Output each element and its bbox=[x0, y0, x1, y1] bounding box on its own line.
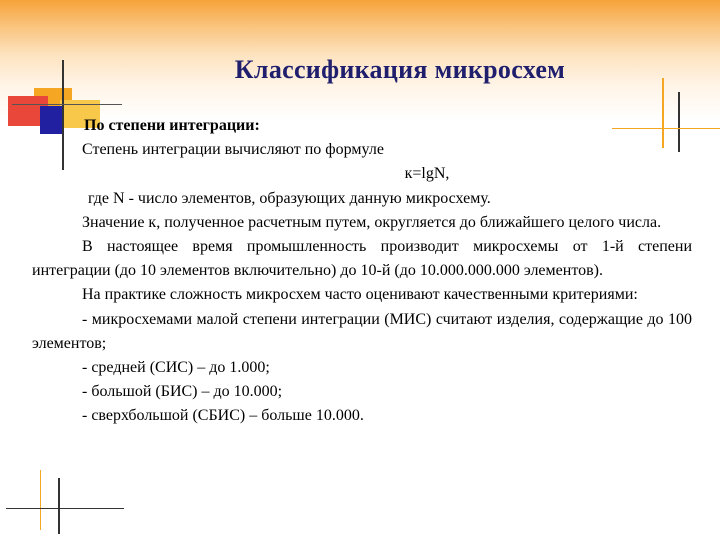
decor-horizontal-line-bottom bbox=[6, 508, 124, 509]
decor-vertical-line-bottom-2 bbox=[58, 478, 60, 534]
slide-body bbox=[32, 114, 692, 429]
formula-intro: Степень интеграции вычисляют по формуле bbox=[82, 141, 384, 159]
decor-vertical-line-bottom-1 bbox=[40, 470, 41, 530]
subheading-text: По степени интеграции: bbox=[84, 117, 260, 134]
formula: к=lgN, bbox=[404, 165, 450, 183]
lsi-item: - большой (БИС) – до 10.000; bbox=[82, 383, 283, 401]
ssi-item: - микросхемами малой степени интеграции (МИС) считают изделия, содержащие до 100 элементов; bbox=[32, 310, 692, 352]
formula-explanation: где N - число элементов, образующих данную микросхему. bbox=[88, 189, 491, 207]
msi-item: - средней (СИС) – до 1.000; bbox=[82, 359, 270, 377]
rounding-paragraph: Значение к, полученное расчетным путем, округляется до ближайшего целого числа. bbox=[82, 213, 662, 231]
practice-paragraph: На практике сложность микросхем часто оценивают качественными критериями: bbox=[82, 286, 638, 304]
decor-horizontal-line-left bbox=[12, 104, 122, 105]
subheading bbox=[32, 114, 692, 138]
vlsi-item: - сверхбольшой (СБИС) – больше 10.000. bbox=[82, 407, 364, 425]
slide-title: Классификация микросхем bbox=[234, 55, 566, 84]
industry-paragraph: В настоящее время промышленность производит микросхемы от 1-й степени интеграции (до 10 элементов включительно) до 10-й (до 10.000.000.000 элементов). bbox=[32, 238, 692, 280]
